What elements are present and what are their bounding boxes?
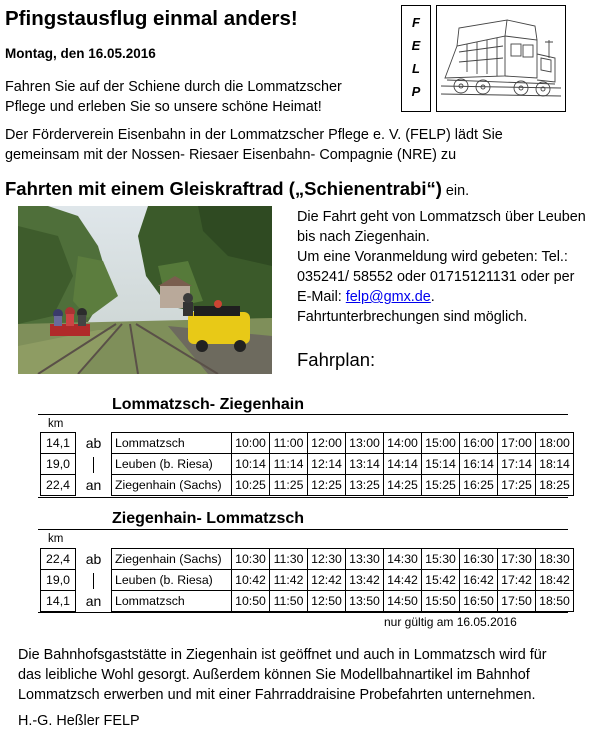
description-line: Die Fahrt geht von Lommatzsch über Leuben [297,209,586,225]
time-cell: 14:50 [384,591,422,612]
timetable-rule [38,529,568,530]
time-cell: 13:50 [346,591,384,612]
invitation-line: gemeinsam mit der Nossen- Riesaer Eisenbahn- Compagnie (NRE) zu [5,147,457,163]
time-cell: 12:30 [308,549,346,570]
time-cell: 16:30 [460,549,498,570]
timetable-rule [38,612,568,613]
time-cell: 11:25 [270,475,308,496]
table-row [41,570,574,591]
time-cell: 16:25 [460,475,498,496]
direction-bar [93,457,94,473]
time-cell: 11:30 [270,549,308,570]
time-cell: 18:00 [536,433,574,454]
time-cell: 14:42 [384,570,422,591]
direction-cell: ab [85,435,102,451]
time-cell: 11:00 [270,433,308,454]
logo-letter: P [411,84,421,99]
locomotive-icon [437,6,565,111]
time-cell: 15:00 [422,433,460,454]
intro-line: Fahren Sie auf der Schiene durch die Lommatzscher [5,79,342,95]
timetable-ziegenhain-lommatzsch [40,548,574,612]
fahrplan-label: Fahrplan: [297,349,376,370]
closing-line: Lommatzsch erwerben und mit einer Fahrraddraisine Probefahrten unternehmen. [18,687,536,703]
direction-cell [76,454,112,475]
time-cell: 18:30 [536,549,574,570]
email-line [297,287,586,307]
station-cell: Ziegenhain (Sachs) [112,475,232,496]
direction-cell [76,570,112,591]
photo-image [18,206,272,374]
closing-line: das leibliche Wohl gesorgt. Außerdem können Sie Modellbahnartikel im Bahnhof [18,667,530,683]
logo-letter: F [412,15,420,30]
km-cell: 19,0 [41,454,76,475]
time-cell: 12:42 [308,570,346,591]
trip-description [297,207,586,327]
time-cell: 18:25 [536,475,574,496]
time-cell: 17:50 [498,591,536,612]
time-cell: 14:00 [384,433,422,454]
direction-cell: an [85,593,102,609]
timetable-title: Ziegenhain- Lommatzsch [112,510,305,527]
description-line: Um eine Voranmeldung wird gebeten: Tel.: [297,249,568,265]
direction-bar [93,573,94,589]
time-cell: 18:14 [536,454,574,475]
time-cell: 11:50 [270,591,308,612]
station-cell: Leuben (b. Riesa) [112,454,232,475]
intro-line: Pflege und erleben Sie so unsere schöne Heimat! [5,99,322,115]
station-cell: Lommatzsch [112,433,232,454]
km-cell: 14,1 [41,591,76,612]
description-line: 035241/ 58552 oder 01715121131 oder per [297,269,575,285]
time-cell: 18:42 [536,570,574,591]
timetable-title: Lommatzsch- Ziegenhain [112,396,305,413]
time-cell: 13:14 [346,454,384,475]
time-cell: 17:30 [498,549,536,570]
headline-bold: Fahrten mit einem Gleiskraftrad („Schienentrabi“) [5,178,442,199]
section-headline [5,178,469,200]
closing-text [18,645,547,705]
logo-letter: E [411,38,421,53]
table-row [41,433,574,454]
time-cell: 14:30 [384,549,422,570]
km-cell: 14,1 [41,433,76,454]
time-cell: 15:50 [422,591,460,612]
time-cell: 16:00 [460,433,498,454]
time-cell: 11:42 [270,570,308,591]
time-cell: 10:00 [232,433,270,454]
time-cell: 10:25 [232,475,270,496]
felp-logo [401,5,431,112]
time-cell: 13:25 [346,475,384,496]
station-cell: Lommatzsch [112,591,232,612]
signature: H.-G. Heßler FELP [18,713,140,729]
time-cell: 10:30 [232,549,270,570]
time-cell: 12:00 [308,433,346,454]
table-row [41,549,574,570]
invitation-line: Der Förderverein Eisenbahn in der Lommatzscher Pflege e. V. (FELP) lädt Sie [5,127,503,143]
email-suffix: . [430,289,435,305]
intro-text [5,77,342,117]
time-cell: 10:14 [232,454,270,475]
locomotive-drawing [436,5,566,112]
km-cell: 22,4 [41,475,76,496]
description-line: Fahrtunterbrechungen sind möglich. [297,309,528,325]
time-cell: 12:25 [308,475,346,496]
time-cell: 13:42 [346,570,384,591]
time-cell: 12:50 [308,591,346,612]
direction-cell: an [85,477,102,493]
timetable-lommatzsch-ziegenhain [40,432,574,496]
validity-note: nur gültig am 16.05.2016 [384,615,517,629]
time-cell: 16:42 [460,570,498,591]
km-cell: 22,4 [41,549,76,570]
time-cell: 17:14 [498,454,536,475]
timetable-rule [38,414,568,415]
time-cell: 10:50 [232,591,270,612]
km-cell: 19,0 [41,570,76,591]
time-cell: 14:14 [384,454,422,475]
description-line: bis nach Ziegenhain. [297,229,430,245]
table-row [41,454,574,475]
station-cell: Leuben (b. Riesa) [112,570,232,591]
invitation-text [5,125,503,165]
time-cell: 15:30 [422,549,460,570]
headline-tail: ein. [441,183,470,199]
timetable-rule [38,497,568,498]
direction-cell: ab [85,551,102,567]
time-cell: 16:50 [460,591,498,612]
time-cell: 12:14 [308,454,346,475]
km-label: km [48,533,64,545]
time-cell: 13:30 [346,549,384,570]
time-cell: 16:14 [460,454,498,475]
email-prefix: E-Mail: [297,289,346,305]
time-cell: 10:42 [232,570,270,591]
time-cell: 17:25 [498,475,536,496]
time-cell: 11:14 [270,454,308,475]
time-cell: 17:42 [498,570,536,591]
station-cell: Ziegenhain (Sachs) [112,549,232,570]
time-cell: 15:25 [422,475,460,496]
trabi-photo [18,206,272,374]
closing-line: Die Bahnhofsgaststätte in Ziegenhain ist geöffnet und auch in Lommatzsch wird für [18,647,547,663]
page-title: Pfingstausflug einmal anders! [5,7,298,30]
time-cell: 13:00 [346,433,384,454]
time-cell: 14:25 [384,475,422,496]
time-cell: 18:50 [536,591,574,612]
event-date: Montag, den 16.05.2016 [5,46,156,61]
table-row [41,475,574,496]
time-cell: 17:00 [498,433,536,454]
km-label: km [48,418,64,430]
logo-letter: L [412,61,420,76]
time-cell: 15:14 [422,454,460,475]
email-link[interactable]: felp@gmx.de [345,289,431,305]
time-cell: 15:42 [422,570,460,591]
table-row [41,591,574,612]
